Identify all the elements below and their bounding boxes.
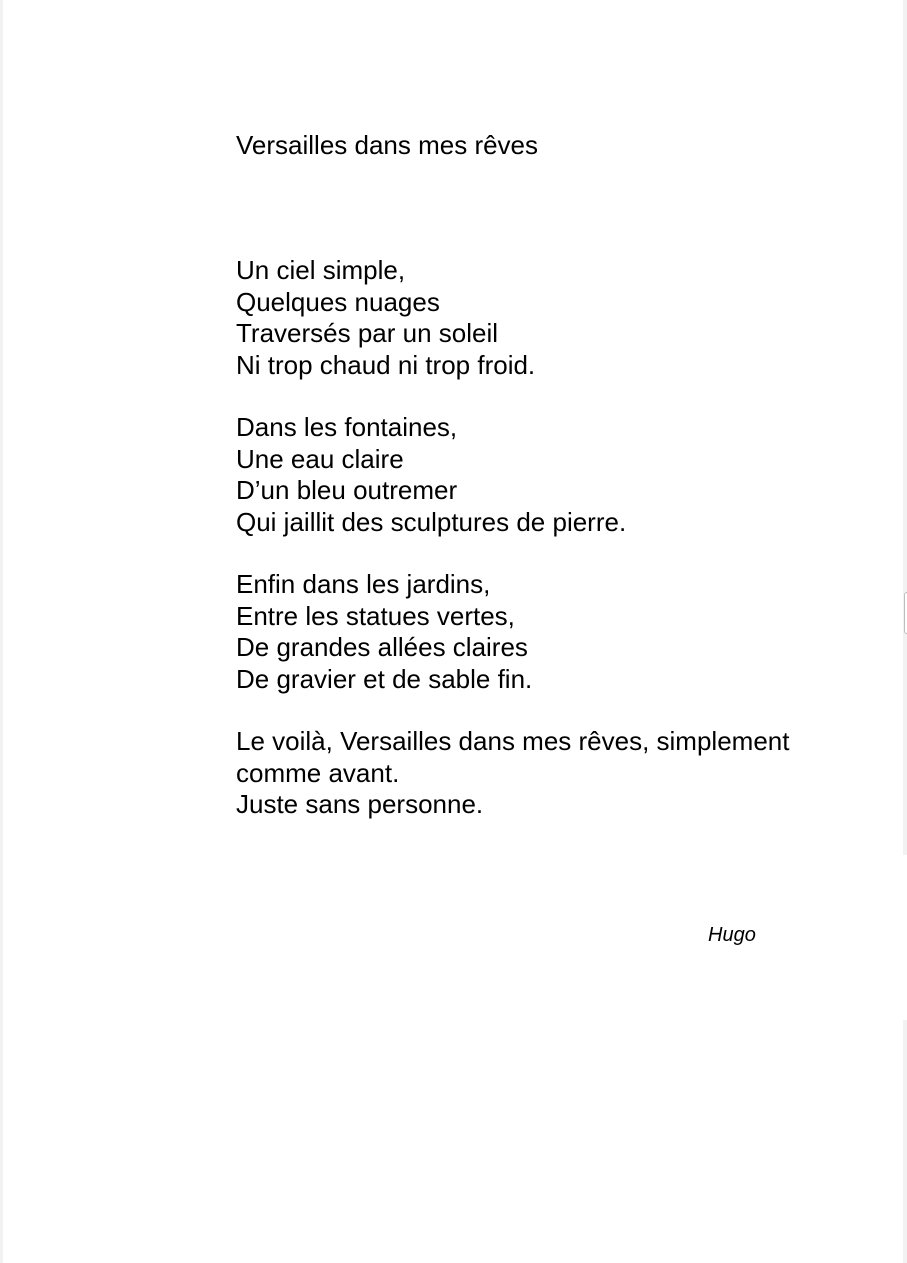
poem-title: Versailles dans mes rêves [236, 130, 539, 160]
poem-line: Une eau claire [236, 443, 404, 474]
poem-line: Quelques nuages [236, 286, 440, 317]
poem-line: De grandes allées claires [236, 632, 528, 662]
poem-line: De gravier et de sable fin. [236, 663, 533, 694]
poem-line: Qui jaillit des sculptures de pierre. [236, 506, 627, 537]
poem-line: Ni trop chaud ni trop froid. [236, 349, 536, 380]
poem-line: Traversés par un soleil [236, 318, 499, 348]
poem-line: Le voilà, Versailles dans mes rêves, simplement [236, 726, 790, 756]
poem-line: Enfin dans les jardins, [236, 569, 491, 599]
stanza-2 [236, 412, 836, 538]
poem-line: comme avant. [236, 757, 400, 788]
stanza-3 [236, 569, 836, 695]
poem-line: Un ciel simple, [236, 255, 406, 285]
poem-line: Dans les fontaines, [236, 412, 458, 442]
page-right-edge-gap [903, 855, 907, 1020]
stanza-4 [236, 726, 836, 821]
poem-line: Juste sans personne. [236, 789, 484, 819]
poem-line: Entre les statues vertes, [236, 600, 515, 631]
stanza-1 [236, 255, 836, 381]
poem-line: D’un bleu outremer [236, 475, 458, 505]
author-signature: Hugo [708, 924, 756, 946]
